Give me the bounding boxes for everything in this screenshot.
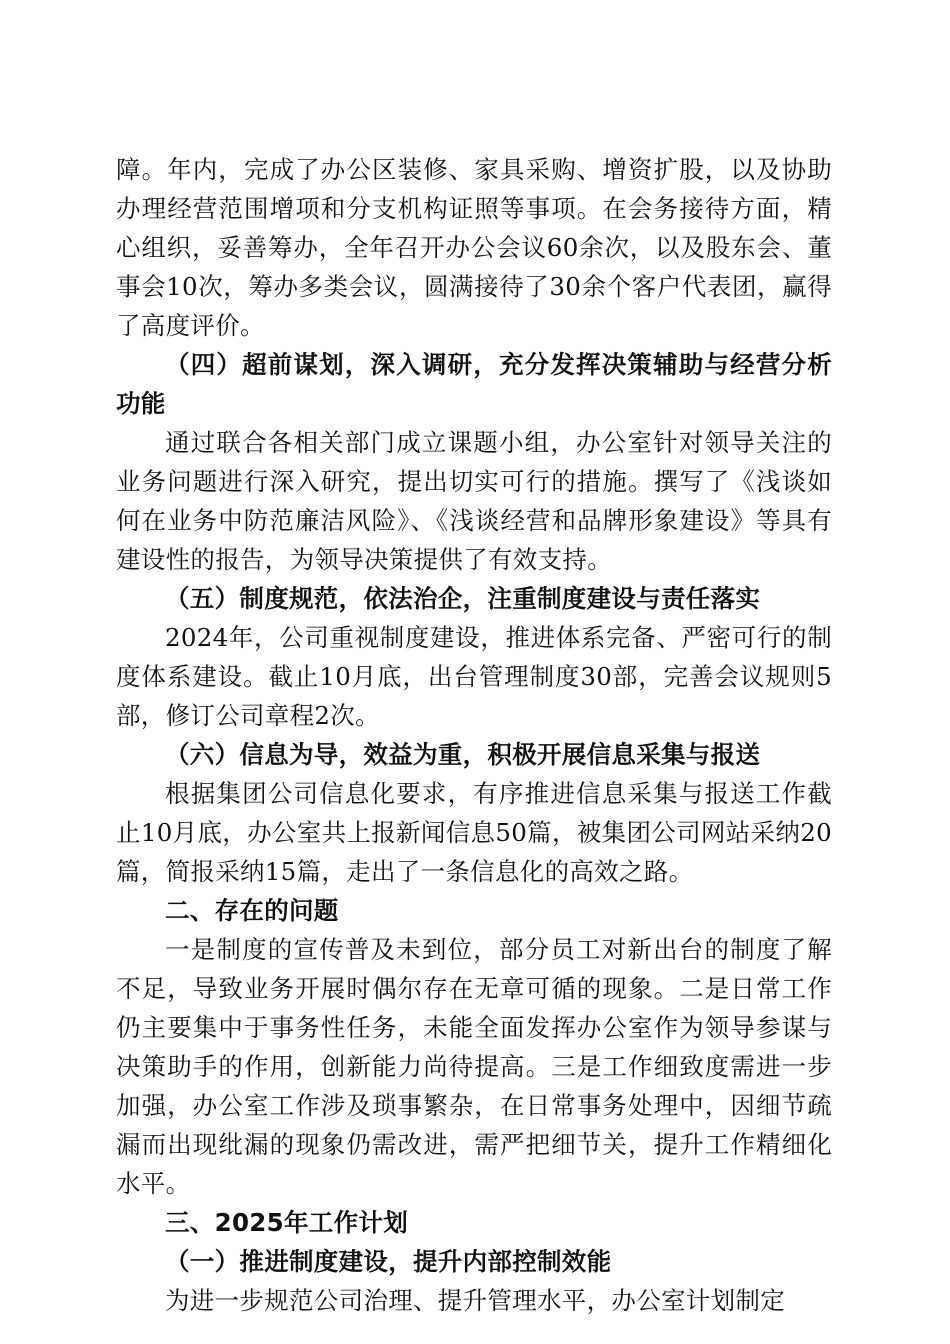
- paragraph-information: 根据集团公司信息化要求，有序推进信息采集与报送工作截止10月底，办公室共上报新闻信息50篇，被集团公司网站采纳20篇，简报采纳15篇，走出了一条信息化的高效之路。: [116, 779, 832, 886]
- subheading-six-information: （六）信息为导，效益为重，积极开展信息采集与报送: [165, 740, 761, 769]
- subheading-five-regulation: （五）制度规范，依法治企，注重制度建设与责任落实: [165, 584, 761, 613]
- section-heading-2025-plan: 三、2025年工作计划: [165, 1208, 408, 1237]
- document-body: [116, 150, 832, 1320]
- paragraph-research: 通过联合各相关部门成立课题小组，办公室针对领导关注的业务问题进行深入研究，提出切实可行的措施。撰写了《浅谈如何在业务中防范廉洁风险》、《浅谈经营和品牌形象建设》等具有建设性的报告，为领导决策提供了有效支持。: [116, 428, 832, 574]
- section-heading-problems: 二、存在的问题: [165, 896, 339, 925]
- paragraph-plan-start: 为进一步规范公司治理、提升管理水平，办公室计划制定: [165, 1286, 785, 1315]
- subheading-four-decision-support: （四）超前谋划，深入调研，充分发挥决策辅助与经营分析功能: [116, 350, 832, 418]
- paragraph-problems: 一是制度的宣传普及未到位，部分员工对新出台的制度了解不足，导致业务开展时偶尔存在无章可循的现象。二是日常工作仍主要集中于事务性任务，未能全面发挥办公室作为领导参谋与决策助手的作用，创新能力尚待提高。三是工作细致度需进一步加强，办公室工作涉及琐事繁杂，在日常事务处理中，因细节疏漏而出现纰漏的现象仍需改进，需严把细节关，提升工作精细化水平。: [116, 935, 832, 1198]
- subheading-one-system-building: （一）推进制度建设，提升内部控制效能: [165, 1247, 612, 1276]
- paragraph-regulation: 2024年，公司重视制度建设，推进体系完备、严密可行的制度体系建设。截止10月底，出台管理制度30部，完善会议规则5部，修订公司章程2次。: [116, 623, 832, 730]
- paragraph-office-support-continued: 障。年内，完成了办公区装修、家具采购、增资扩股，以及协助办理经营范围增项和分支机构证照等事项。在会务接待方面，精心组织，妥善筹办，全年召开办公会议60余次，以及股东会、董事会10次，筹办多类会议，圆满接待了30余个客户代表团，赢得了高度评价。: [116, 155, 832, 340]
